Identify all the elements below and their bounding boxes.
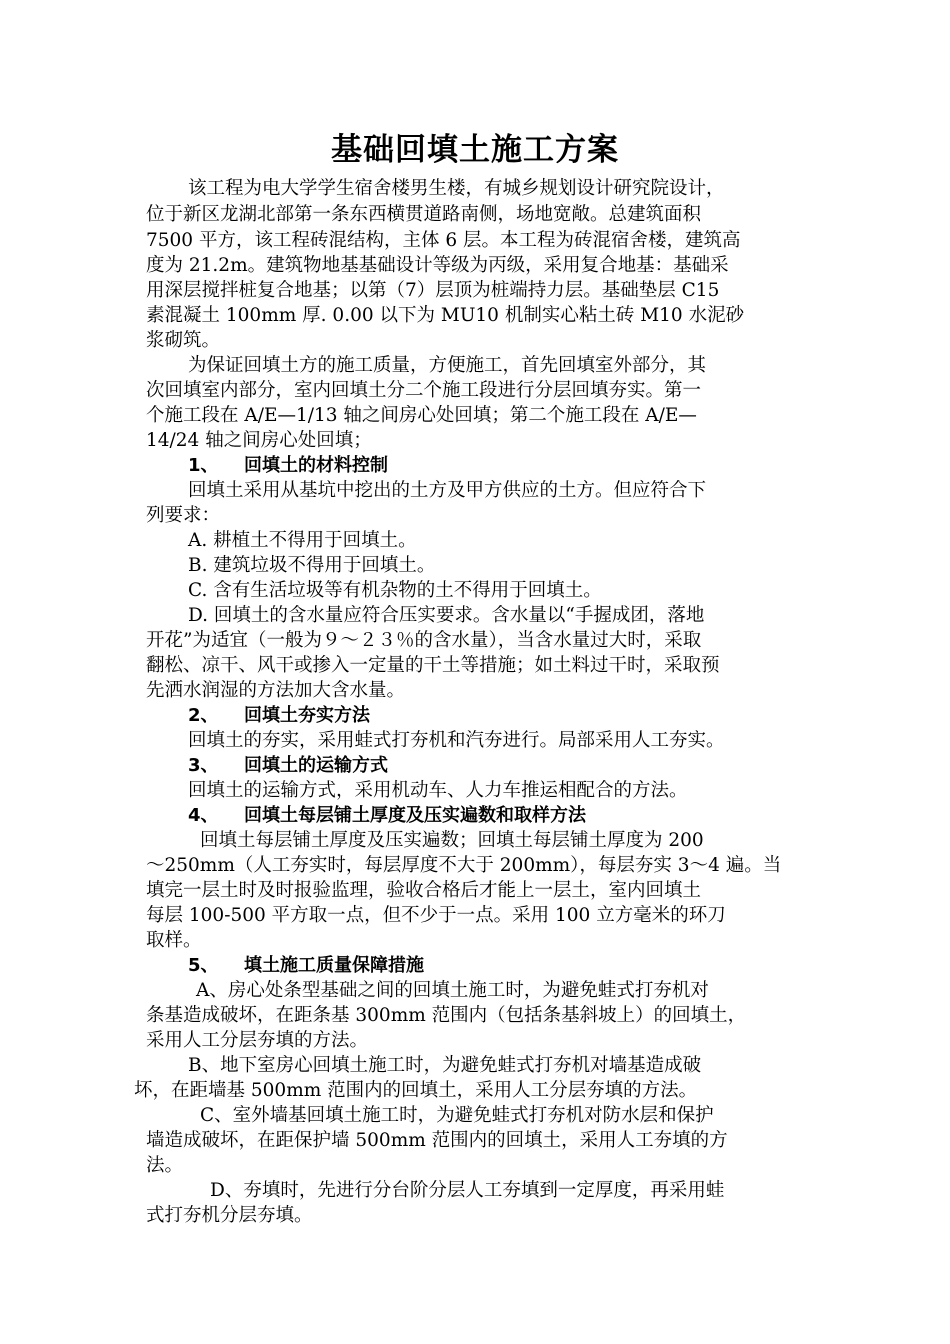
section-number: 2、 xyxy=(188,705,219,726)
section-heading xyxy=(188,453,388,479)
text-line: 坏，在距墙基 500mm 范围内的回填土，采用人工分层夯填的方法。 xyxy=(134,1080,698,1101)
text-line: 14/24 轴之间房心处回填； xyxy=(146,430,372,451)
text-line: D、夯填时，先进行分台阶分层人工夯填到一定厚度，再采用蛙 xyxy=(210,1180,725,1201)
text-line: 次回填室内部分，室内回填土分二个施工段进行分层回填夯实。第一 xyxy=(146,380,702,401)
section-number: 1、 xyxy=(188,455,219,476)
text-line: 列要求： xyxy=(146,505,221,526)
text-line: 填完一层土时及时报验监理，验收合格后才能上一层土，室内回填土 xyxy=(146,880,702,901)
text-line: 位于新区龙湖北部第一条东西横贯道路南侧，场地宽敞。总建筑面积 xyxy=(146,204,702,225)
section-title: 回填土的运输方式 xyxy=(244,755,388,776)
text-line: 开花”为适宜（一般为９～２３％的含水量），当含水量过大时，采取 xyxy=(146,630,702,651)
document-title: 基础回填土施工方案 xyxy=(331,132,619,168)
section-heading xyxy=(188,953,424,979)
list-item: B. 建筑垃圾不得用于回填土。 xyxy=(188,555,436,576)
text-line: ～250mm（人工夯实时，每层厚度不大于 200mm），每层夯实 3～4 遍。当 xyxy=(146,855,782,876)
text-line: C、室外墙基回填土施工时，为避免蛙式打夯机对防水层和保护 xyxy=(200,1105,714,1126)
section-number: 4、 xyxy=(188,805,219,826)
section-title: 填土施工质量保障措施 xyxy=(244,955,424,976)
list-item: C. 含有生活垃圾等有机杂物的土不得用于回填土。 xyxy=(188,580,602,601)
text-line: A、房心处条型基础之间的回填土施工时，为避免蛙式打夯机对 xyxy=(196,980,709,1001)
section-number: 5、 xyxy=(188,955,219,976)
text-line: 该工程为电大学学生宿舍楼男生楼，有城乡规划设计研究院设计， xyxy=(188,178,725,199)
text-line: 采用人工分层夯填的方法。 xyxy=(146,1030,369,1051)
text-line: 回填土每层铺土厚度及压实遍数；回填土每层铺土厚度为 200 xyxy=(200,830,704,851)
text-line: 法。 xyxy=(146,1155,184,1176)
text-line: 取样。 xyxy=(146,930,202,951)
text-line: 7500 平方，该工程砖混结构，主体 6 层。本工程为砖混宿舍楼，建筑高 xyxy=(146,230,741,251)
list-item: D. 回填土的含水量应符合压实要求。含水量以“手握成团，落地 xyxy=(188,605,705,626)
text-line: 翻松、凉干、风干或掺入一定量的干土等措施；如土料过干时，采取预 xyxy=(146,655,720,676)
section-heading xyxy=(188,803,586,829)
text-line: 式打夯机分层夯填。 xyxy=(146,1205,313,1226)
text-line: 为保证回填土方的施工质量，方便施工，首先回填室外部分，其 xyxy=(188,355,707,376)
section-heading xyxy=(188,703,370,729)
text-line: 每层 100-500 平方取一点，但不少于一点。采用 100 立方毫米的环刀 xyxy=(146,905,726,926)
text-line: 浆砌筑。 xyxy=(146,330,221,351)
list-item: A. 耕植土不得用于回填土。 xyxy=(188,530,417,551)
text-line: 墙造成破坏，在距保护墙 500mm 范围内的回填土，采用人工夯填的方 xyxy=(146,1130,728,1151)
text-line: B、地下室房心回填土施工时，为避免蛙式打夯机对墙基造成破 xyxy=(188,1055,702,1076)
section-title: 回填土夯实方法 xyxy=(244,705,370,726)
text-line: 用深层搅拌桩复合地基；以第（7）层顶为桩端持力层。基础垫层 C15 xyxy=(146,280,720,301)
text-line: 度为 21.2m。建筑物地基基础设计等级为丙级，采用复合地基：基础采 xyxy=(146,255,729,276)
text-line: 回填土的运输方式，采用机动车、人力车推运相配合的方法。 xyxy=(188,780,688,801)
text-line: 个施工段在 A/E—1/13 轴之间房心处回填；第二个施工段在 A/E— xyxy=(146,405,697,426)
text-line: 条基造成破坏，在距条基 300mm 范围内（包括条基斜坡上）的回填土， xyxy=(146,1005,747,1026)
text-line: 回填土采用从基坑中挖出的土方及甲方供应的土方。但应符合下 xyxy=(188,480,707,501)
text-line: 素混凝土 100mm 厚. 0.00 以下为 MU10 机制实心粘土砖 M10 水泥砂 xyxy=(146,305,745,326)
section-number: 3、 xyxy=(188,755,219,776)
section-title: 回填土的材料控制 xyxy=(244,455,388,476)
section-heading xyxy=(188,753,388,779)
text-line: 回填土的夯实，采用蛙式打夯机和汽夯进行。局部采用人工夯实。 xyxy=(188,730,725,751)
text-line: 先洒水润湿的方法加大含水量。 xyxy=(146,680,406,701)
section-title: 回填土每层铺土厚度及压实遍数和取样方法 xyxy=(244,805,586,826)
